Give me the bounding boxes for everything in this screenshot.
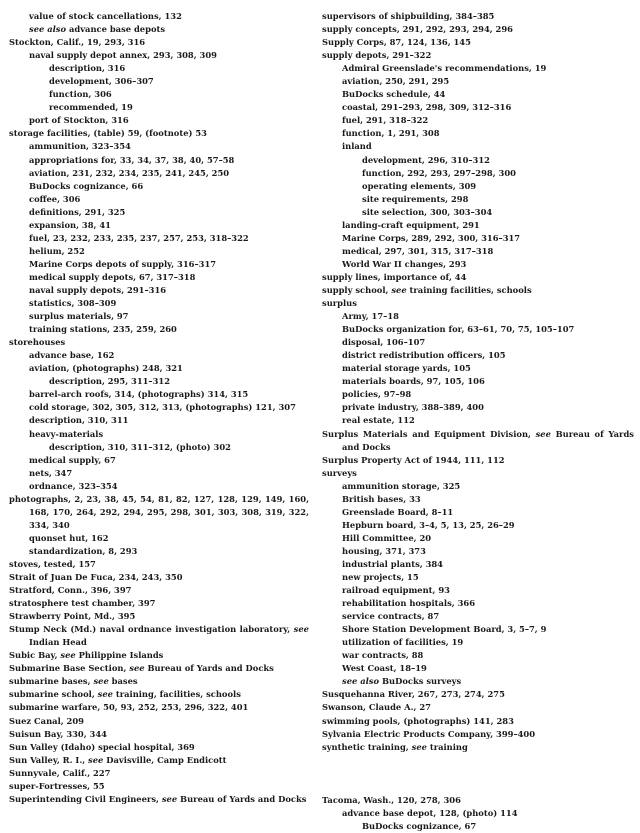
index-entry: Supply Corps, 87, 124, 136, 145 [322, 37, 471, 48]
index-subentry: fuel, 291, 318–322 [342, 115, 429, 126]
index-subentry: war contracts, 88 [342, 650, 424, 661]
index-entry: Superintending Civil Engineers, see Bureau of Yards and Docks [9, 793, 307, 804]
index-entry: Strawberry Point, Md., 395 [9, 611, 136, 622]
index-entry: super-Fortresses, 55 [9, 780, 105, 791]
index-entry: Suisun Bay, 330, 344 [9, 728, 107, 739]
index-subentry: Hepburn board, 3–4, 5, 13, 25, 26–29 [342, 519, 515, 530]
index-subentry: port of Stockton, 316 [29, 115, 129, 126]
index-subentry: description, 310, 311 [29, 415, 129, 426]
index-entry: Strait of Juan De Fuca, 234, 243, 350 [9, 572, 183, 583]
index-entry: Tacoma, Wash., 120, 278, 306 [322, 794, 461, 805]
index-subentry: statistics, 308–309 [29, 298, 117, 309]
index-subentry: coastal, 291–293, 298, 309, 312–316 [342, 102, 512, 113]
index-subentry: appropriations for, 33, 34, 37, 38, 40, 57–58 [29, 154, 235, 165]
index-subentry: standardization, 8, 293 [29, 545, 138, 556]
index-subentry: definitions, 291, 325 [29, 206, 126, 217]
index-subentry: ammunition storage, 325 [342, 480, 461, 491]
index-subentry: development, 306–307 [49, 76, 154, 87]
index-subentry: site requirements, 298 [362, 193, 469, 204]
index-subentry: fuel, 23, 232, 233, 235, 237, 257, 253, 318–322 [29, 232, 249, 243]
index-subentry: expansion, 38, 41 [29, 219, 111, 230]
index-entry: stratosphere test chamber, 397 [9, 598, 156, 609]
index-subentry: BuDocks organization for, 63–61, 70, 75, 105–107 [342, 324, 575, 335]
index-subentry: naval supply depot annex, 293, 308, 309 [29, 50, 217, 61]
index-column-right [322, 10, 634, 833]
index-entry: swimming pools, (photographs) 141, 283 [322, 715, 514, 726]
index-subentry: operating elements, 309 [362, 180, 477, 191]
index-subentry: description, 316 [49, 63, 126, 74]
index-entry: Subic Bay, see Philippine Islands [9, 650, 164, 661]
index-entry: Surplus Materials and Equipment Division, see Bureau of Yards and Docks [322, 428, 634, 452]
index-subentry: Shore Station Development Board, 3, 5–7, 9 [342, 624, 547, 635]
index-subentry: see also BuDocks surveys [342, 676, 462, 687]
index-subentry: Admiral Greenslade's recommendations, 19 [342, 63, 547, 74]
index-entry: Stockton, Calif., 19, 293, 316 [9, 37, 146, 48]
index-subentry: heavy-materials [29, 428, 104, 439]
index-entry: storage facilities, (table) 59, (footnote) 53 [9, 128, 207, 139]
index-entry: storehouses [9, 337, 66, 348]
index-subentry: BuDocks schedule, 44 [342, 89, 446, 100]
index-subentry: description, 295, 311–312 [49, 376, 171, 387]
index-subentry: BuDocks cognizance, 67 [362, 820, 477, 831]
index-subentry: site selection, 300, 303–304 [362, 206, 493, 217]
index-entry: supply lines, importance of, 44 [322, 271, 467, 282]
index-subentry: surplus materials, 97 [29, 311, 129, 322]
index-subentry: ammunition, 323–354 [29, 141, 131, 152]
index-subentry: aviation, (photographs) 248, 321 [29, 363, 183, 374]
index-entry: Stratford, Conn., 396, 397 [9, 585, 132, 596]
index-subentry: private industry, 388–389, 400 [342, 402, 484, 413]
index-entry: Suez Canal, 209 [9, 715, 84, 726]
index-subentry: real estate, 112 [342, 415, 415, 426]
index-subentry: district redistribution officers, 105 [342, 350, 506, 361]
index-subentry: description, 310, 311–312, (photo) 302 [49, 441, 231, 452]
index-entry: supervisors of shipbuilding, 384–385 [322, 11, 495, 21]
index-subentry: quonset hut, 162 [29, 532, 109, 543]
index-subentry: industrial plants, 384 [342, 558, 443, 569]
index-subentry: policies, 97–98 [342, 389, 412, 400]
index-subentry: Hill Committee, 20 [342, 532, 432, 543]
index-entry: Swanson, Claude A., 27 [322, 702, 431, 713]
index-entry: submarine warfare, 50, 93, 252, 253, 296, 322, 401 [9, 702, 249, 713]
letter-section-gap [322, 754, 634, 794]
index-subentry: function, 306 [49, 89, 112, 100]
index-subentry: utilization of facilities, 19 [342, 637, 464, 648]
index-subentry: recommended, 19 [49, 102, 133, 113]
index-subentry: housing, 371, 373 [342, 545, 426, 556]
index-subentry: function, 1, 291, 308 [342, 128, 440, 139]
index-entry: Stump Neck (Md.) naval ordnance investigation laboratory, see Indian Head [9, 624, 309, 648]
index-subentry: Army, 17–18 [342, 311, 399, 322]
index-entry: Sun Valley, R. I., see Davisville, Camp Endicott [9, 754, 227, 765]
index-subentry: British bases, 33 [342, 493, 421, 504]
index-subentry: Marine Corps depots of supply, 316–317 [29, 258, 217, 269]
index-entry: supply concepts, 291, 292, 293, 294, 296 [322, 24, 513, 35]
index-entry: Sylvania Electric Products Company, 399–400 [322, 728, 536, 739]
index-entry: Sun Valley (Idaho) special hospital, 369 [9, 741, 195, 752]
index-subentry: cold storage, 302, 305, 312, 313, (photographs) 121, 307 [29, 402, 296, 413]
index-subentry: function, 292, 293, 297–298, 300 [362, 167, 516, 178]
index-subentry: material storage yards, 105 [342, 363, 471, 374]
index-entry: synthetic training, see training [322, 741, 468, 752]
index-subentry: aviation, 231, 232, 234, 235, 241, 245, 250 [29, 167, 230, 178]
index-subentry: landing-craft equipment, 291 [342, 219, 480, 230]
index-entry: supply depots, 291–322 [322, 50, 432, 61]
index-entry: surveys [322, 467, 357, 478]
index-subentry: medical, 297, 301, 315, 317–318 [342, 245, 494, 256]
index-subentry: coffee, 306 [29, 193, 81, 204]
index-subentry: ordnance, 323–354 [29, 480, 118, 491]
index-subentry: rehabilitation hospitals, 366 [342, 598, 476, 609]
index-entry: surplus [322, 298, 357, 309]
index-entry: supply school, see training facilities, schools [322, 284, 532, 295]
index-subentry: naval supply depots, 291–316 [29, 284, 167, 295]
index-subentry: medical supply, 67 [29, 454, 116, 465]
index-subentry: medical supply depots, 67, 317–318 [29, 271, 196, 282]
index-subentry: helium, 252 [29, 245, 85, 256]
index-subentry: West Coast, 18–19 [342, 663, 427, 674]
index-subentry: Greenslade Board, 8–11 [342, 506, 454, 517]
index-subentry: new projects, 15 [342, 572, 419, 583]
index-subentry: World War II changes, 293 [342, 258, 467, 269]
index-subentry: Marine Corps, 289, 292, 300, 316–317 [342, 232, 521, 243]
index-subentry: service contracts, 87 [342, 611, 440, 622]
index-subentry: see also advance base depots [29, 24, 166, 35]
index-subentry: development, 296, 310–312 [362, 154, 490, 165]
index-subentry: barrel-arch roofs, 314, (photographs) 314, 315 [29, 389, 249, 400]
index-entry: Susquehanna River, 267, 273, 274, 275 [322, 689, 505, 700]
index-subentry: materials boards, 97, 105, 106 [342, 376, 485, 387]
index-entry: submarine bases, see bases [9, 676, 138, 687]
index-subentry: nets, 347 [29, 467, 73, 478]
index-column-left [9, 10, 309, 806]
index-subentry: advance base, 162 [29, 350, 115, 361]
index-entry: Surplus Property Act of 1944, 111, 112 [322, 454, 505, 465]
index-subentry: training stations, 235, 259, 260 [29, 324, 177, 335]
index-entry: stoves, tested, 157 [9, 558, 96, 569]
index-subentry: BuDocks cognizance, 66 [29, 180, 144, 191]
index-subentry: photographs, 2, 23, 38, 45, 54, 81, 82, 127, 128, 129, 149, 160, 168, 170, 264, 292, 294, 295, 298, 301, 303, 308, 319, 322, 334, 340 [9, 493, 309, 530]
index-entry: submarine school, see training, facilities, schools [9, 689, 241, 700]
index-subentry: aviation, 250, 291, 295 [342, 76, 450, 87]
index-entry: Submarine Base Section, see Bureau of Yards and Docks [9, 663, 274, 674]
index-subentry: disposal, 106–107 [342, 337, 426, 348]
index-subentry: inland [342, 141, 372, 152]
index-subentry: railroad equipment, 93 [342, 585, 450, 596]
index-entry: Sunnyvale, Calif., 227 [9, 767, 111, 778]
index-subentry: advance base depot, 128, (photo) 114 [342, 807, 518, 818]
index-subentry: value of stock cancellations, 132 [29, 11, 182, 21]
